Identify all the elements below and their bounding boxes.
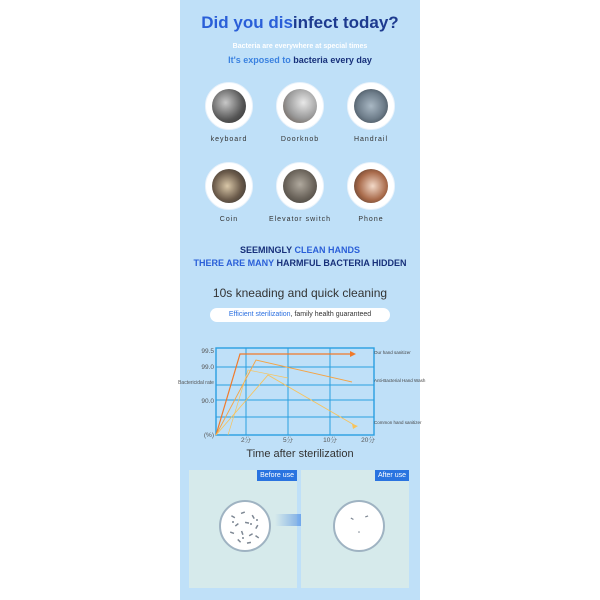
- guarantee-pill: [210, 308, 390, 322]
- surface-item-elevator-switch: [264, 162, 336, 223]
- elevator-switch-icon: [276, 162, 324, 210]
- series-arrow: [350, 351, 356, 357]
- before-use-dish-icon: [219, 500, 271, 552]
- coin-icon: [205, 162, 253, 210]
- subtitle-2: [180, 55, 420, 65]
- surface-label: Elevator switch: [268, 216, 332, 223]
- message-line-1: [180, 245, 420, 255]
- subtitle-2-part-1: It's exposed to: [228, 55, 294, 65]
- y-tick-label: 90.0: [201, 398, 214, 405]
- after-use-tag: After use: [375, 470, 409, 481]
- page-title: [180, 13, 420, 33]
- before-use-tag: Before use: [257, 470, 297, 481]
- after-use-dish-icon: [333, 500, 385, 552]
- surface-label: Doorknob: [280, 136, 320, 143]
- doorknob-icon: [276, 82, 324, 130]
- x-tick-label: 2分: [240, 437, 252, 444]
- surface-label: Coin: [219, 216, 239, 223]
- time-after-sterilization-label: Time after sterilization: [246, 448, 354, 460]
- series-arrow: [352, 424, 358, 429]
- title-part-1: Did you dis: [201, 13, 293, 32]
- legend-common-sanitizer: Common hand sanitizer: [374, 420, 422, 425]
- message-line-2-part-2: HARMFUL BACTERIA HIDDEN: [276, 258, 407, 268]
- keyboard-icon: [205, 82, 253, 130]
- legend-hand-wash: Anti-Bacterial Hand Wash: [374, 378, 426, 383]
- message-line-1-part-2: CLEAN HANDS: [294, 245, 361, 255]
- x-tick-label: 5分: [282, 437, 294, 444]
- y-tick-label: (%): [203, 432, 214, 439]
- surface-label: Phone: [358, 216, 384, 223]
- subtitle-1: Bacteria are everywhere at special times: [232, 43, 368, 50]
- handrail-icon: [347, 82, 395, 130]
- y-tick-label: 99.0: [201, 364, 214, 371]
- pill-part-1: Efficient sterilization: [228, 311, 291, 318]
- y-tick-label: 99.5: [201, 348, 214, 355]
- pill-part-2: , family health guaranteed: [290, 311, 372, 318]
- surface-item-doorknob: [264, 82, 336, 143]
- phone-icon: [347, 162, 395, 210]
- message-line-1-part-1: SEEMINGLY: [239, 245, 295, 255]
- message-line-2-part-1: THERE ARE MANY: [193, 258, 277, 268]
- title-part-2: infect today?: [292, 13, 399, 32]
- surface-item-coin: [193, 162, 265, 223]
- after-use-panel: [301, 470, 409, 588]
- sterilization-chart: [178, 340, 426, 445]
- surface-item-phone: [335, 162, 407, 223]
- x-tick-label: 20分: [361, 437, 375, 444]
- y-axis-label: Bactericidal rate: [178, 380, 214, 386]
- tagline: 10s kneading and quick cleaning: [212, 286, 388, 300]
- poster: [178, 0, 426, 600]
- x-tick-label: 10分: [323, 437, 337, 444]
- subtitle-2-part-2: bacteria every day: [293, 55, 372, 65]
- surface-item-keyboard: [193, 82, 265, 143]
- series-line-secondary: [228, 370, 288, 435]
- legend-our-sanitizer: Our hand sanitizer: [374, 350, 411, 355]
- surface-item-handrail: [335, 82, 407, 143]
- surface-label: keyboard: [210, 136, 248, 143]
- message-line-2: [180, 258, 420, 268]
- surface-label: Handrail: [353, 136, 389, 143]
- series-line-hand-wash: [216, 360, 352, 435]
